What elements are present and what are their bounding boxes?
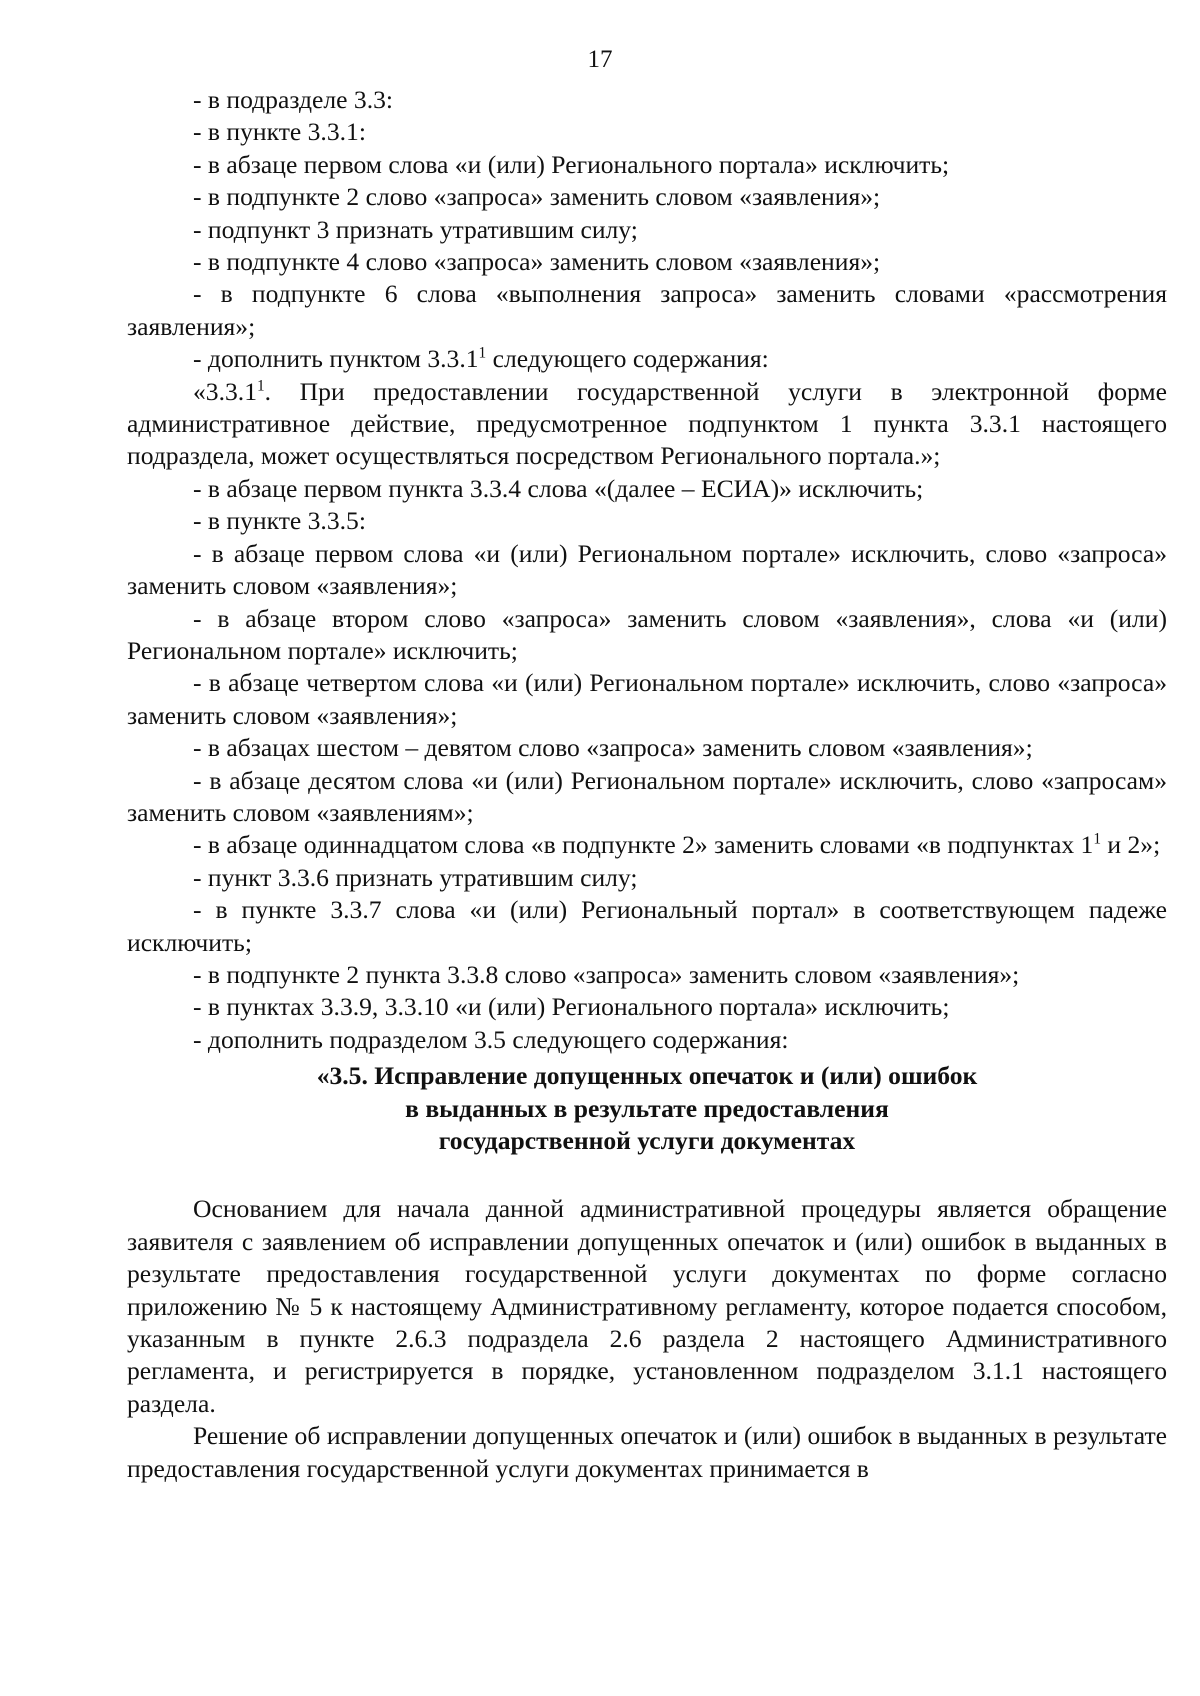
page-number: 17: [587, 46, 613, 73]
list-item: - в подпункте 6 слова «выполнения запроса» заменить словами «рассмотрения заявления»;: [127, 279, 1167, 341]
text-run: - в абзаце одиннадцатом слова «в подпункте 2» заменить словами «в подпунктах 1: [193, 830, 1094, 860]
heading-line: «3.5. Исправление допущенных опечаток и (или) ошибок: [316, 1061, 978, 1091]
list-item: [127, 343, 1167, 375]
superscript: 1: [256, 377, 265, 395]
list-item: - в подпункте 2 пункта 3.3.8 слово «запроса» заменить словом «заявления»;: [193, 959, 1020, 989]
list-item: - дополнить подразделом 3.5 следующего содержания:: [193, 1024, 789, 1054]
list-item: - в пункте 3.3.5:: [193, 506, 366, 536]
text-run: следующего содержания:: [486, 344, 769, 374]
body-paragraph: Решение об исправлении допущенных опечаток и (или) ошибок в выданных в результате предоставления государственной услуги документах принимается в: [127, 1421, 1167, 1483]
heading-line: в выданных в результате предоставления: [405, 1093, 889, 1123]
text-run: - дополнить пунктом 3.3.1: [193, 344, 479, 374]
list-item: - в подразделе 3.3:: [193, 85, 394, 114]
list-item: - в абзаце десятом слова «и (или) Региональном портале» исключить, слово «запросам» заменить словом «заявлениям»;: [127, 765, 1167, 827]
list-item: - в абзаце первом слова «и (или) Регионального портала» исключить;: [193, 149, 950, 179]
list-item: - в абзаце втором слово «запроса» заменить словом «заявления», слова «и (или) Региональном портале» исключить;: [127, 603, 1167, 665]
list-item: - в пунктах 3.3.9, 3.3.10 «и (или) Регионального портала» исключить;: [193, 992, 950, 1022]
text-run: и 2»;: [1101, 830, 1161, 860]
superscript: 1: [478, 344, 487, 362]
list-item: - в абзаце первом слова «и (или) Региональном портале» исключить, слово «запроса» заменить словом «заявления»;: [127, 538, 1167, 601]
list-item: - в пункте 3.3.7 слова «и (или) Региональный портал» в соответствующем падеже исключить;: [127, 895, 1167, 957]
spacer: [127, 1157, 1167, 1193]
list-item: - пункт 3.3.6 признать утратившим силу;: [193, 862, 638, 892]
text-run: . При предоставлении государственной услуги в электронной форме административное действие, предусмотренное подпунктом 1 пункта 3.3.1 настоящего подраздела, может осуществляться посредством Регионального портала.»;: [127, 376, 1167, 471]
body-paragraph: Основанием для начала данной административной процедуры является обращение заявителя с заявлением об исправлении допущенных опечаток и (или) ошибок в выданных в результате предоставления государственной услуги документах по форме согласно приложению № 5 к настоящему Административному регламенту, которое подается способом, указанным в пункте 2.6.3 подраздела 2.6 раздела 2 настоящего Административного регламента, и регистрируется в порядке, установленном подразделом 3.1.1 настоящего раздела.: [127, 1194, 1167, 1418]
list-item: - в абзаце четвертом слова «и (или) Региональном портале» исключить, слово «запроса» заменить словом «заявления»;: [127, 668, 1167, 730]
list-item: - подпункт 3 признать утратившим силу;: [193, 214, 638, 244]
list-item: [127, 829, 1167, 861]
quoted-paragraph: [127, 376, 1167, 473]
heading-line: государственной услуги документах: [438, 1126, 856, 1155]
text-run: «3.3.1: [193, 376, 257, 406]
list-item: - в абзаце первом пункта 3.3.4 слова «(далее – ЕСИА)» исключить;: [193, 473, 924, 503]
section-heading: [127, 1060, 1167, 1157]
list-item: - в подпункте 2 слово «запроса» заменить словом «заявления»;: [193, 182, 881, 212]
list-item: - в пункте 3.3.1:: [193, 117, 366, 147]
document-body: [127, 84, 1167, 1485]
list-item: - в абзацах шестом – девятом слово «запроса» заменить словом «заявления»;: [193, 733, 1033, 763]
list-item: - в подпункте 4 слово «запроса» заменить словом «заявления»;: [193, 247, 881, 277]
superscript: 1: [1093, 830, 1102, 848]
